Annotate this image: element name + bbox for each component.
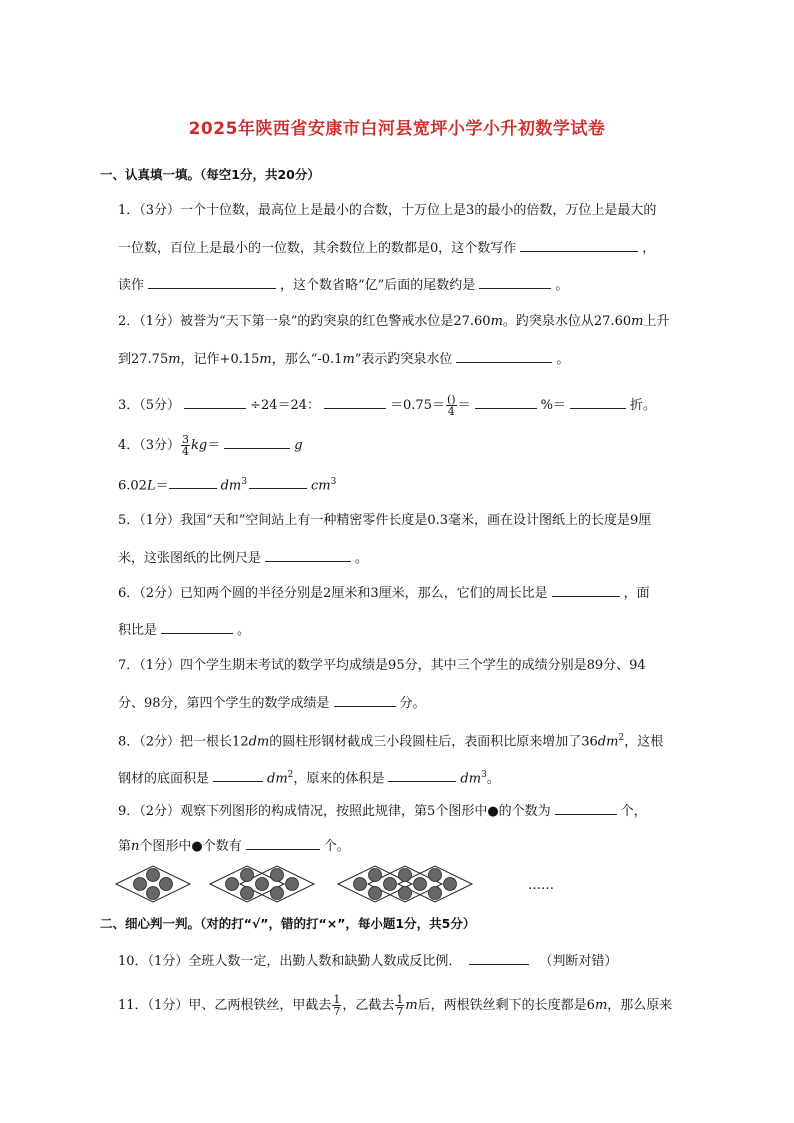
q6-blank-2[interactable] [161,621,233,634]
q6-line-2 [118,621,250,640]
q8-square: 2 [618,733,625,743]
q8-square: 2 [287,770,294,780]
q1-line-2 [118,239,655,258]
q4-blank-cm[interactable] [249,476,307,489]
dot [226,878,239,891]
q2-unit-m: m [259,352,272,367]
q10-blank[interactable] [469,952,529,965]
q11-unit-m: m [405,998,418,1013]
q11-line [118,994,672,1017]
q7-line-2 [118,694,426,713]
q4-text-b2: ＝ [155,478,169,494]
q5-text-b: 米，这张图纸的比例尺是 [118,551,262,566]
q9-text-b-end: 个。 [323,839,350,854]
q2-line-1 [118,313,669,331]
q11-text-a3: 后，两根铁丝剩下的长度都是6 [417,998,595,1013]
q3-text-a6: 折。 [629,398,656,413]
q8-text-b-end: 。 [486,771,500,787]
q2-text-a2: 。趵突泉水位从27.60 [502,314,632,329]
q3-blank-3[interactable] [475,396,537,409]
q7-blank[interactable] [334,694,396,707]
q1-text-c2: ，这个数省略“亿”后面的尾数约是 [280,278,476,293]
q9-line-1 [118,802,647,821]
q6-text-b-end: 。 [237,623,251,638]
q3-frac-num: () [446,393,456,406]
q3-text-a2: ÷24＝24： [250,398,321,413]
q10-line [118,952,617,971]
q11-frac1-num: 1 [333,993,341,1006]
q2-text-b-end: 。 [556,352,570,367]
q8-unit-dm: dm [597,734,619,750]
q11-text-a4: ，那么原来 [607,998,673,1013]
dot [384,878,397,891]
q11-frac1-den: 7 [333,1005,341,1018]
q9-pattern-figures [110,862,570,906]
q5-blank[interactable] [265,549,351,562]
q5-line-2 [118,549,368,568]
q11-text-a2: ，乙截去 [342,998,395,1013]
q3-frac-den: 4 [447,405,455,418]
q4-cube-1: 3 [241,477,247,487]
dot [429,869,442,882]
q4-text-a2: ＝ [207,438,221,453]
q2-unit-m: m [168,352,181,367]
q6-blank-1[interactable] [552,584,620,597]
q11-frac2-num: 1 [396,993,404,1006]
q7-text-b-end: 分。 [399,696,426,711]
q11-frac2-den: 7 [396,1005,404,1018]
q10-text-a: 10．（1分）全班人数一定，出勤人数和缺勤人数成反比例． [118,954,462,969]
q5-line-1 [118,512,651,530]
q8-blank-volume[interactable] [388,769,456,782]
q8-unit-dm: dm [267,771,288,787]
q8-text-a1: 8．（2分）把一根长12 [118,734,249,750]
q2-text-b4: ”表示趵突泉水位 [354,352,453,367]
dot [286,878,299,891]
q2-text-a1: 2．（1分）被誉为“天下第一泉”的趵突泉的红色警戒水位是27.60 [118,314,491,329]
q8-unit-dm: dm [460,771,482,787]
q9-text-b1: 第 [118,839,132,854]
q9-text-a-end: 个， [620,804,647,819]
q9-blank-1[interactable] [555,802,617,815]
q3-blank-1[interactable] [184,396,246,409]
q3-text-a1: 3．（5分） [118,398,181,413]
q9-text-a: 9．（2分）观察下列图形的构成情况，按照此规律，第5个图形中●的个数为 [118,804,551,819]
q6-text-b: 积比是 [118,623,158,638]
q2-unit-m: m [342,352,355,367]
q4-unit-cm: cm [311,478,331,494]
q10-text-a-end: （判断对错） [539,954,618,969]
dot [147,887,160,900]
q7-text-a: 7．（1分）四个学生期末考试的数学平均成绩是95分，其中三个学生的成绩分别是89分、94 [118,658,646,673]
q1-text-b: 一位数，百位上是最小的一位数，其余数位上的数都是0，这个数写作 [118,241,517,256]
q11-fraction-2 [395,994,404,1017]
q3-text-a5: %＝ [540,398,566,413]
q1-line-1 [118,202,656,220]
q2-blank[interactable] [456,350,552,363]
q8-line-2 [118,766,500,788]
q1-blank-written[interactable] [520,239,638,252]
dot [369,869,382,882]
q3-fraction [446,394,457,417]
q4-blank-g[interactable] [224,436,290,449]
q9-ellipsis: …… [528,878,554,893]
q2-text-b2: ，记作+0.15 [180,352,260,367]
dot [271,887,284,900]
section-2-heading: 二、细心判一判。（对的打“√”，错的打“×”，每小题1分，共5分） [100,916,476,931]
section-1-heading: 一、认真填一填。（每空1分，共20分） [100,167,320,182]
q9-var-n: n [131,839,140,854]
q6-line-1 [118,584,650,603]
q4-unit-g: g [294,438,303,453]
q8-unit-dm: dm [248,734,270,750]
q1-text-c-end: 。 [555,278,569,293]
q4-blank-dm[interactable] [169,476,217,489]
q9-blank-2[interactable] [246,837,320,850]
dot [160,878,173,891]
q8-line-1 [118,729,663,751]
q2-text-b3: ，那么“-0.1 [271,352,343,367]
q5-text-a: 5．（1分）我国“天和”空间站上有一种精密零件长度是0.3毫米，画在设计图纸上的长度是9厘 [118,513,652,528]
q4-unit-dm: dm [220,478,242,494]
q3-blank-2[interactable] [324,396,386,409]
q11-unit-m: m [594,998,608,1013]
q8-text-b1: 钢材的底面积是 [118,771,210,787]
dot [147,869,160,882]
q4-unit-kg: kg [191,438,208,453]
q2-text-a3: 上升 [643,314,670,329]
q2-unit-m: m [490,314,503,329]
dot [414,878,427,891]
q8-blank-area[interactable] [213,769,263,782]
q4-frac-num: 3 [182,433,190,446]
q6-text-a-end: ，面 [623,586,650,601]
q9-line-2 [118,837,350,856]
q2-line-2 [118,350,569,369]
dot [271,869,284,882]
q3-line [118,394,656,417]
dot [399,887,412,900]
q3-text-a4: ＝ [457,398,471,413]
q3-text-a3: ＝0.75＝ [390,398,445,413]
q7-line-1 [118,657,646,675]
q7-text-b: 分、98分，第四个学生的数学成绩是 [118,696,330,711]
q8-text-a3: ，这根 [624,734,664,750]
q4-fraction [181,434,190,457]
q3-blank-4[interactable] [570,396,626,409]
q1-line-3 [118,276,568,295]
dot [369,887,382,900]
dot [429,887,442,900]
q4-unit-L: L [146,478,156,494]
q2-unit-m: m [631,314,644,329]
q9-text-b2: 个图形中●个数有 [139,839,242,854]
q1-text-a: 1．（3分）一个十位数，最高位上是最小的合数，十万位上是3的最小的倍数，万位上是最大的 [118,203,657,218]
q4-line-1 [118,434,303,457]
exam-title: 2025年陕西省安康市白河县宽坪小学小升初数学试卷 [188,119,606,139]
dot [134,878,147,891]
q4-frac-den: 4 [182,445,190,458]
q6-text-a: 6．（2分）已知两个圆的半径分别是2厘米和3厘米，那么，它们的周长比是 [118,586,548,601]
dot [354,878,367,891]
q1-blank-approx[interactable] [479,276,551,289]
q4-cube-2: 3 [330,477,337,487]
dot [444,878,457,891]
q11-text-a1: 11．（1分）甲、乙两根铁丝，甲截去 [118,998,332,1013]
q4-text-a1: 4．（3分） [118,438,181,453]
dot [241,887,254,900]
q8-cube: 3 [481,770,487,780]
q4-line-2 [118,473,336,495]
q4-text-b1: 6.02 [118,478,147,494]
q8-text-a2: 的圆柱形钢材截成三小段圆柱后，表面积比原来增加了36 [269,734,598,750]
q11-fraction-1 [332,994,341,1017]
q1-text-c1: 读作 [118,278,145,293]
dot [241,869,254,882]
dot [256,878,269,891]
q1-text-b-end: ， [642,241,656,256]
q2-text-b1: 到27.75 [118,352,169,367]
q5-text-b-end: 。 [355,551,369,566]
q8-text-b2: ，原来的体积是 [293,771,385,787]
q1-blank-read[interactable] [148,276,276,289]
dot [399,869,412,882]
